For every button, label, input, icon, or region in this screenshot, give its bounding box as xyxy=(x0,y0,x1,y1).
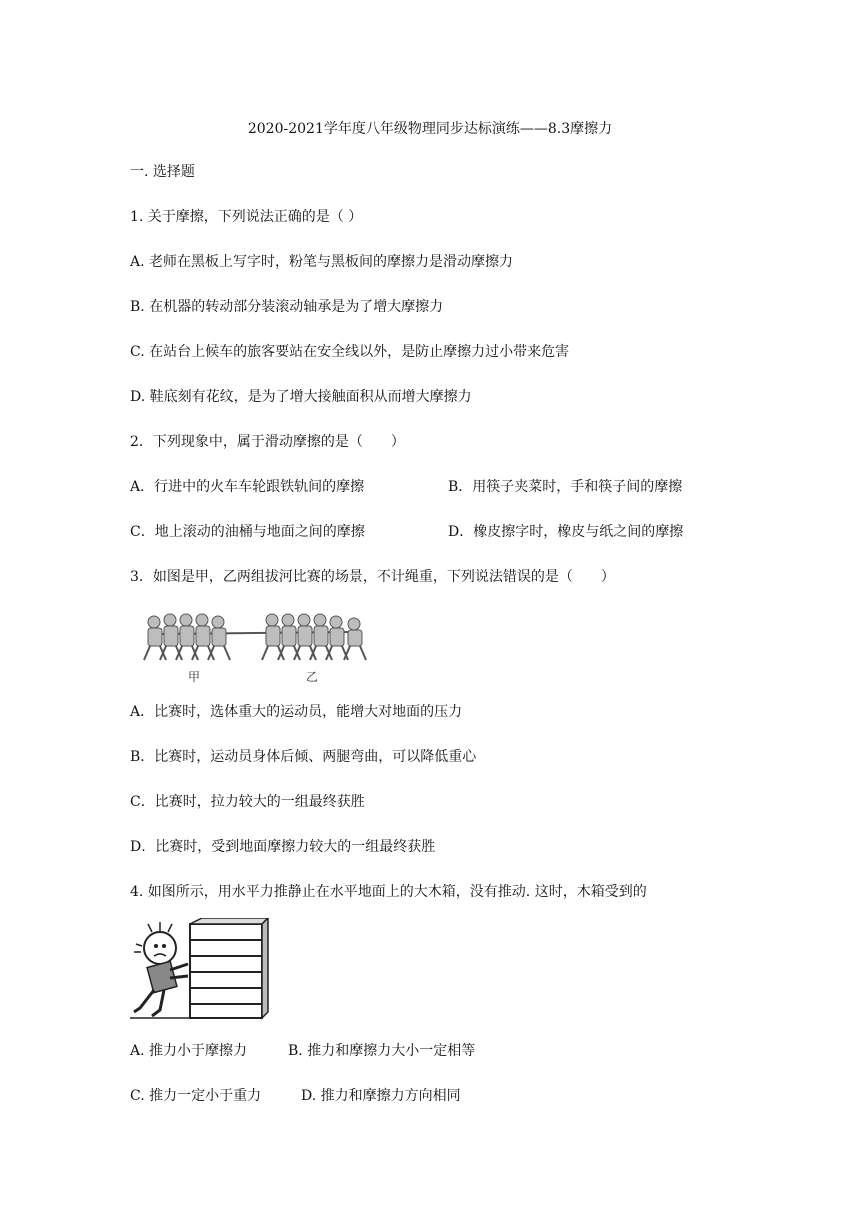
q2-option-c: C．地上滚动的油桶与地面之间的摩擦 xyxy=(130,524,365,540)
q4-option-a: A. 推力小于摩擦力 xyxy=(130,1043,248,1059)
figure-label-yi: 乙 xyxy=(306,670,319,684)
q2-stem: 2．下列现象中，属于滑动摩擦的是（ ） xyxy=(130,434,405,450)
q3-option-b: B．比赛时，运动员身体后倾、两腿弯曲，可以降低重心 xyxy=(130,749,477,765)
q1-option-c: C. 在站台上候车的旅客要站在安全线以外，是防止摩擦力过小带来危害 xyxy=(130,344,570,360)
pushing-crate-figure xyxy=(130,918,270,1023)
q1-stem: 1. 关于摩擦，下列说法正确的是（ ） xyxy=(130,209,363,225)
q4-option-c: C. 推力一定小于重力 xyxy=(130,1088,262,1104)
figure-label-jia: 甲 xyxy=(188,670,201,684)
q1-option-d: D. 鞋底刻有花纹，是为了增大接触面积从而增大摩擦力 xyxy=(130,389,472,405)
q4-stem: 4. 如图所示，用水平力推静止在水平地面上的大木箱，没有推动. 这时，木箱受到的 xyxy=(130,884,647,900)
page-title: 2020-2021学年度八年级物理同步达标演练——8.3摩擦力 xyxy=(247,121,613,137)
q1-option-b: B. 在机器的转动部分装滚动轴承是为了增大摩擦力 xyxy=(130,299,444,315)
q2-option-a: A．行进中的火车车轮跟铁轨间的摩擦 xyxy=(130,479,365,495)
section-heading: 一. 选择题 xyxy=(130,164,195,180)
q2-option-d: D．橡皮擦字时，橡皮与纸之间的摩擦 xyxy=(448,524,684,540)
q4-option-b: B. 推力和摩擦力大小一定相等 xyxy=(288,1043,476,1059)
q1-option-a: A. 老师在黑板上写字时，粉笔与黑板间的摩擦力是滑动摩擦力 xyxy=(130,254,514,270)
q3-option-c: C．比赛时，拉力较大的一组最终获胜 xyxy=(130,794,365,810)
q3-option-a: A．比赛时，选体重大的运动员，能增大对地面的压力 xyxy=(130,704,463,720)
q3-stem: 3．如图是甲，乙两组拔河比赛的场景，不计绳重，下列说法错误的是（ ） xyxy=(130,569,615,585)
tug-of-war-figure xyxy=(142,608,372,668)
q2-option-b: B．用筷子夹菜时，手和筷子间的摩擦 xyxy=(448,479,683,495)
q4-option-d: D. 推力和摩擦力方向相同 xyxy=(301,1088,461,1104)
q3-option-d: D．比赛时，受到地面摩擦力较大的一组最终获胜 xyxy=(130,839,436,855)
